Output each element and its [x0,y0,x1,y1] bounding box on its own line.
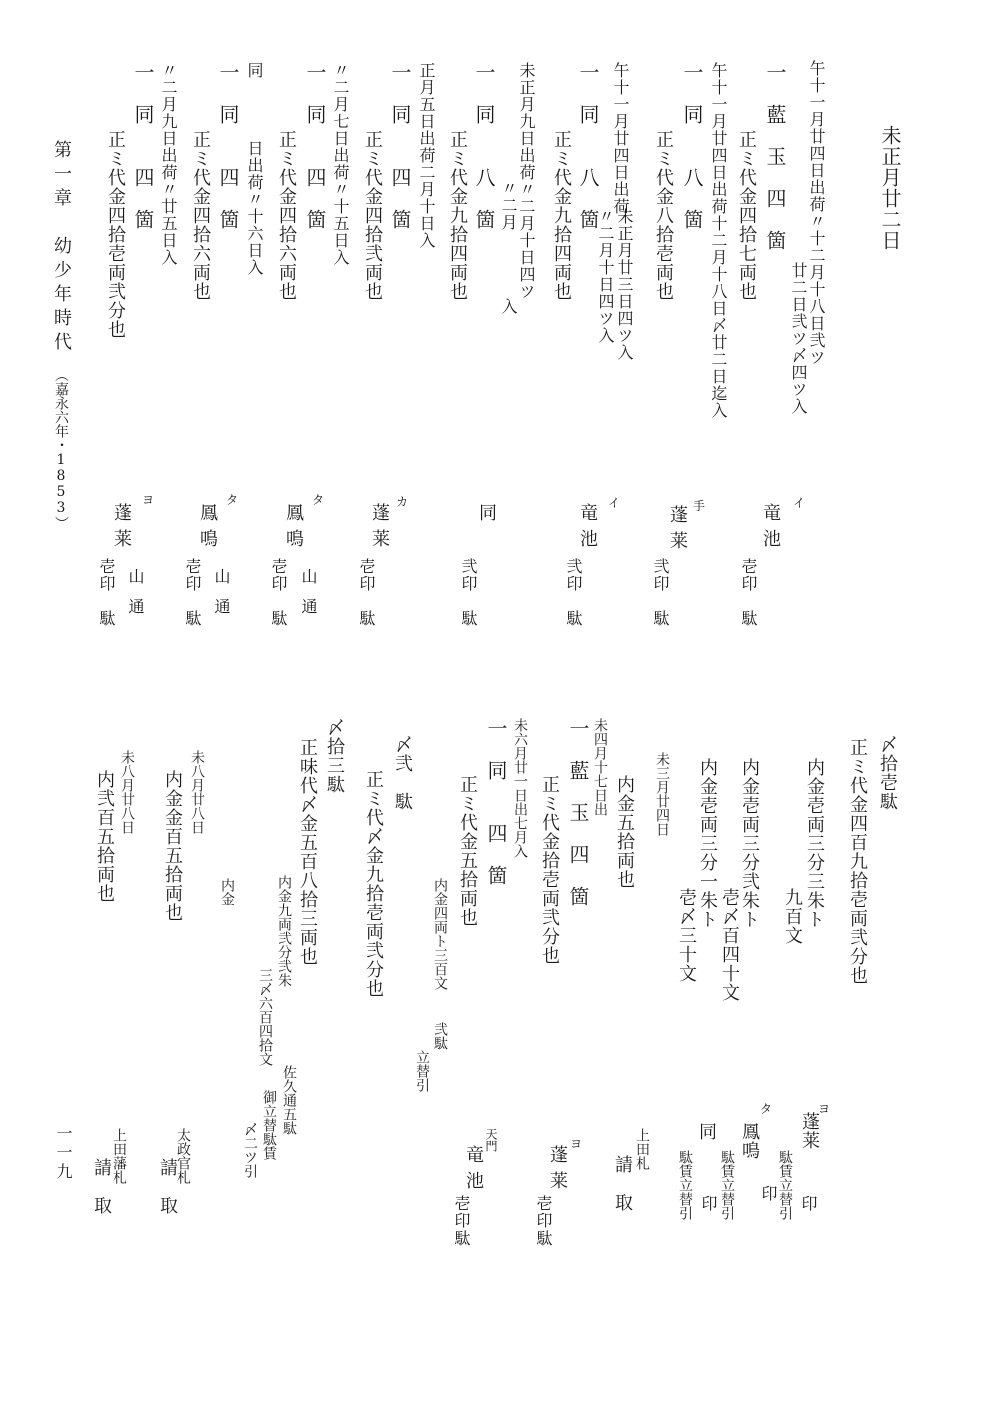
entry-line: 御立替駄賃 [261,1090,277,1160]
entry-line: 内弐百五拾両也 [94,770,115,903]
entry-line: 〃二月七日出荷〃十五日入 [331,62,350,266]
entry-line: 内金九両弐分弐朱 [276,875,292,987]
entry-line: 内金四両ト三百文 [432,878,448,990]
stamp-name: 鳳鳴 [197,503,218,555]
stamp-name: 蓬莱 [799,1112,820,1150]
stamp-count: 印 [799,1195,818,1212]
entry-line: 正ミ代〆金九拾壱両弐分也 [363,770,384,998]
date-heading: 未正月廿二日 [878,125,902,251]
stamp-kana: カ [396,495,409,509]
stamp-count: 壱印 [739,558,758,592]
stamp-kana: イ [793,496,806,510]
stamp-unit: 駄 [97,610,116,627]
entry-line: 未八月廿八日 [189,750,205,834]
entry-line: 内金壱両三分三朱ト [804,758,825,929]
stamp-name: 鳳鳴 [283,503,304,555]
stamp-kana: ヨ [818,1102,831,1116]
stamp-name: 蓬莱 [667,505,688,557]
entry-line: 正ミ代金四拾弐両也 [362,130,383,301]
stamp-name: 蓬莱 [369,503,390,555]
entry-line: 未四月十七日出 [592,718,608,816]
stamp-kana: イ [608,496,621,510]
stamp-count: 壱印 [357,558,376,592]
stamp-name: 蓬莱 [547,1145,568,1197]
chapter-title: 第一章 幼少年時代 [51,140,72,356]
stamp-unit: 駄 [269,610,288,627]
entry-line: 未八月廿八日 [119,750,135,834]
entry-line: 未六月廿一日出七月入 [512,718,528,858]
entry-line: 内金金百五拾両也 [162,770,183,922]
stamp-unit: 駄 [459,610,478,627]
stamp-note: 駄賃立替引 [777,1150,793,1220]
entry-line: 正ミ代金五拾両也 [457,775,478,927]
page-number: 一一九 [54,1125,73,1182]
entry-line: 正ミ代金四拾六両也 [276,130,297,301]
stamp-name: 竜池 [463,1145,484,1197]
stamp-note: 駄賃立替引 [677,1150,693,1220]
stamp-unit: 駄 [564,610,583,627]
entry-line: 日出荷〃十六日入 [245,140,264,276]
stamp-road: 山通 [126,568,145,628]
entry-line: 〆拾三駄 [324,718,345,794]
stamp-unit: 駄 [357,610,376,627]
entry-line: 正ミ代金拾壱両弐分也 [539,775,560,965]
entry-line: 〃二月九日出荷〃廿五日入 [159,62,178,266]
stamp-count: 壱印 [452,1195,471,1229]
stamp-name: 竜池 [760,503,781,555]
entry-line: 正ミ代金四百九拾壱両弐分也 [847,738,868,985]
receipt-label: 請 取 [91,1158,112,1215]
entry-line: 弐駄 [432,1022,448,1050]
stamp-road: 山通 [299,568,318,628]
entry-line: 一 同 八 箇 [576,62,600,230]
entry-line: 未三月廿四日 [654,752,670,836]
entry-line: 午十一月廿四日出荷〃十二月十八日弐ツ [807,60,826,366]
receipt-label: 上田札 [634,1128,650,1170]
stamp-unit: 駄 [534,1230,553,1247]
stamp-unit: 駄 [739,610,758,627]
stamp-kana: 天門 [484,1128,498,1152]
entry-line: 三〆六百四拾文 [257,968,273,1066]
stamp-count: 壱印 [534,1195,553,1229]
stamp-kana: タ [760,1102,773,1116]
stamp-name: 蓬莱 [111,503,132,555]
entry-line: 壱〆三十文 [676,888,697,983]
receipt-label: 太政官札 [175,1128,191,1184]
entry-line: 一 同 八 箇 [472,62,496,230]
stamp-road: 山通 [212,568,231,628]
stamp-kana: ヨ [570,1137,583,1151]
entry-line: 壱〆百四十文 [719,888,740,1002]
stamp-count: 壱印 [183,558,202,592]
entry-line: 一 同 八 箇 [680,62,704,230]
entry-line: 内金五拾両也 [614,775,635,889]
entry-line: 正味代〆金五百八拾三両也 [297,738,318,966]
entry-line: 未正月九日出荷〃二月十日四ツ [517,62,536,300]
stamp-unit: 駄 [183,610,202,627]
entry-line: 廿二日弐ツ〆四ツ入 [789,262,808,415]
stamp-unit: 駄 [452,1230,471,1247]
stamp-name: 竜池 [577,503,598,555]
entry-line: 一 同 四 箇 [388,62,412,230]
stamp-name: 鳳鳴 [739,1122,760,1160]
entry-line: 立替引 [414,1050,430,1092]
stamp-count: 弐印 [459,558,478,592]
entry-line: 正月五日出荷二月十日入 [417,62,436,249]
entry-line: 〆拾壱駄 [877,735,898,811]
stamp-note: 駄賃立替引 [719,1150,735,1220]
entry-line: 一 同 四 箇 [131,62,155,230]
stamp-kana: ヨ [142,493,155,507]
chapter-era: （嘉永六年・1853） [53,368,69,530]
entry-line: 正ミ代金四拾七両也 [736,130,757,301]
stamp-name: 同 [696,1122,717,1141]
entry-line: 正ミ代金八拾壱両也 [653,130,674,301]
stamp-kana: タ [226,493,239,507]
stamp-count: 弐印 [651,558,670,592]
stamp-count: 弐印 [564,558,583,592]
receipt-label: 上田藩札 [111,1128,127,1184]
entry-line: 〆弐 駄 [392,735,413,811]
entry-line: 正ミ代金九拾四両也 [551,130,572,301]
entry-line: 未正月廿三日四ツ入 [615,208,634,361]
entry-line: 同 [245,62,264,79]
stamp-kana: タ [312,493,325,507]
entry-line: 一 藍 玉 四 箇 [566,718,590,907]
stamp-count: 印 [699,1195,718,1212]
entry-line: 午十一月廿四日出荷 [611,62,630,215]
entry-line: 〆二ツ引 [242,1122,258,1178]
receipt-label: 請 取 [612,1155,633,1212]
entry-line: 佐久通五駄 [281,1065,297,1135]
stamp-count: 印 [759,1185,778,1202]
entry-line: 〃二月 [499,180,518,231]
stamp-unit: 駄 [651,610,670,627]
entry-line: 正ミ代金九拾四両也 [447,130,468,301]
entry-line: 一 同 四 箇 [216,62,240,230]
stamp-count: 壱印 [269,558,288,592]
entry-line: 内金 [219,878,235,906]
entry-line: 正ミ代金四拾六両也 [190,130,211,301]
stamp-name: 同 [476,503,497,522]
entry-line: 九百文 [782,888,803,945]
entry-line: 一 藍 玉 四 箇 [763,62,787,251]
entry-line: 一 同 四 箇 [303,62,327,230]
entry-line: 午十一月廿四日出荷十二月十八日〆廿二日迄入 [709,62,728,419]
entry-line: 内金壱両三分弐朱ト [739,758,760,929]
stamp-kana: 手 [693,499,706,513]
entry-line: 内金壱両三分一朱ト [697,758,718,929]
entry-line: 一 同 四 箇 [484,718,508,886]
entry-line: 正ミ代金四拾壱両弐分也 [105,130,126,339]
entry-line: 〃二月十日四ツ入 [596,208,615,344]
receipt-label: 請 取 [157,1158,178,1215]
entry-line: 入 [499,298,518,315]
stamp-count: 壱印 [97,558,116,592]
